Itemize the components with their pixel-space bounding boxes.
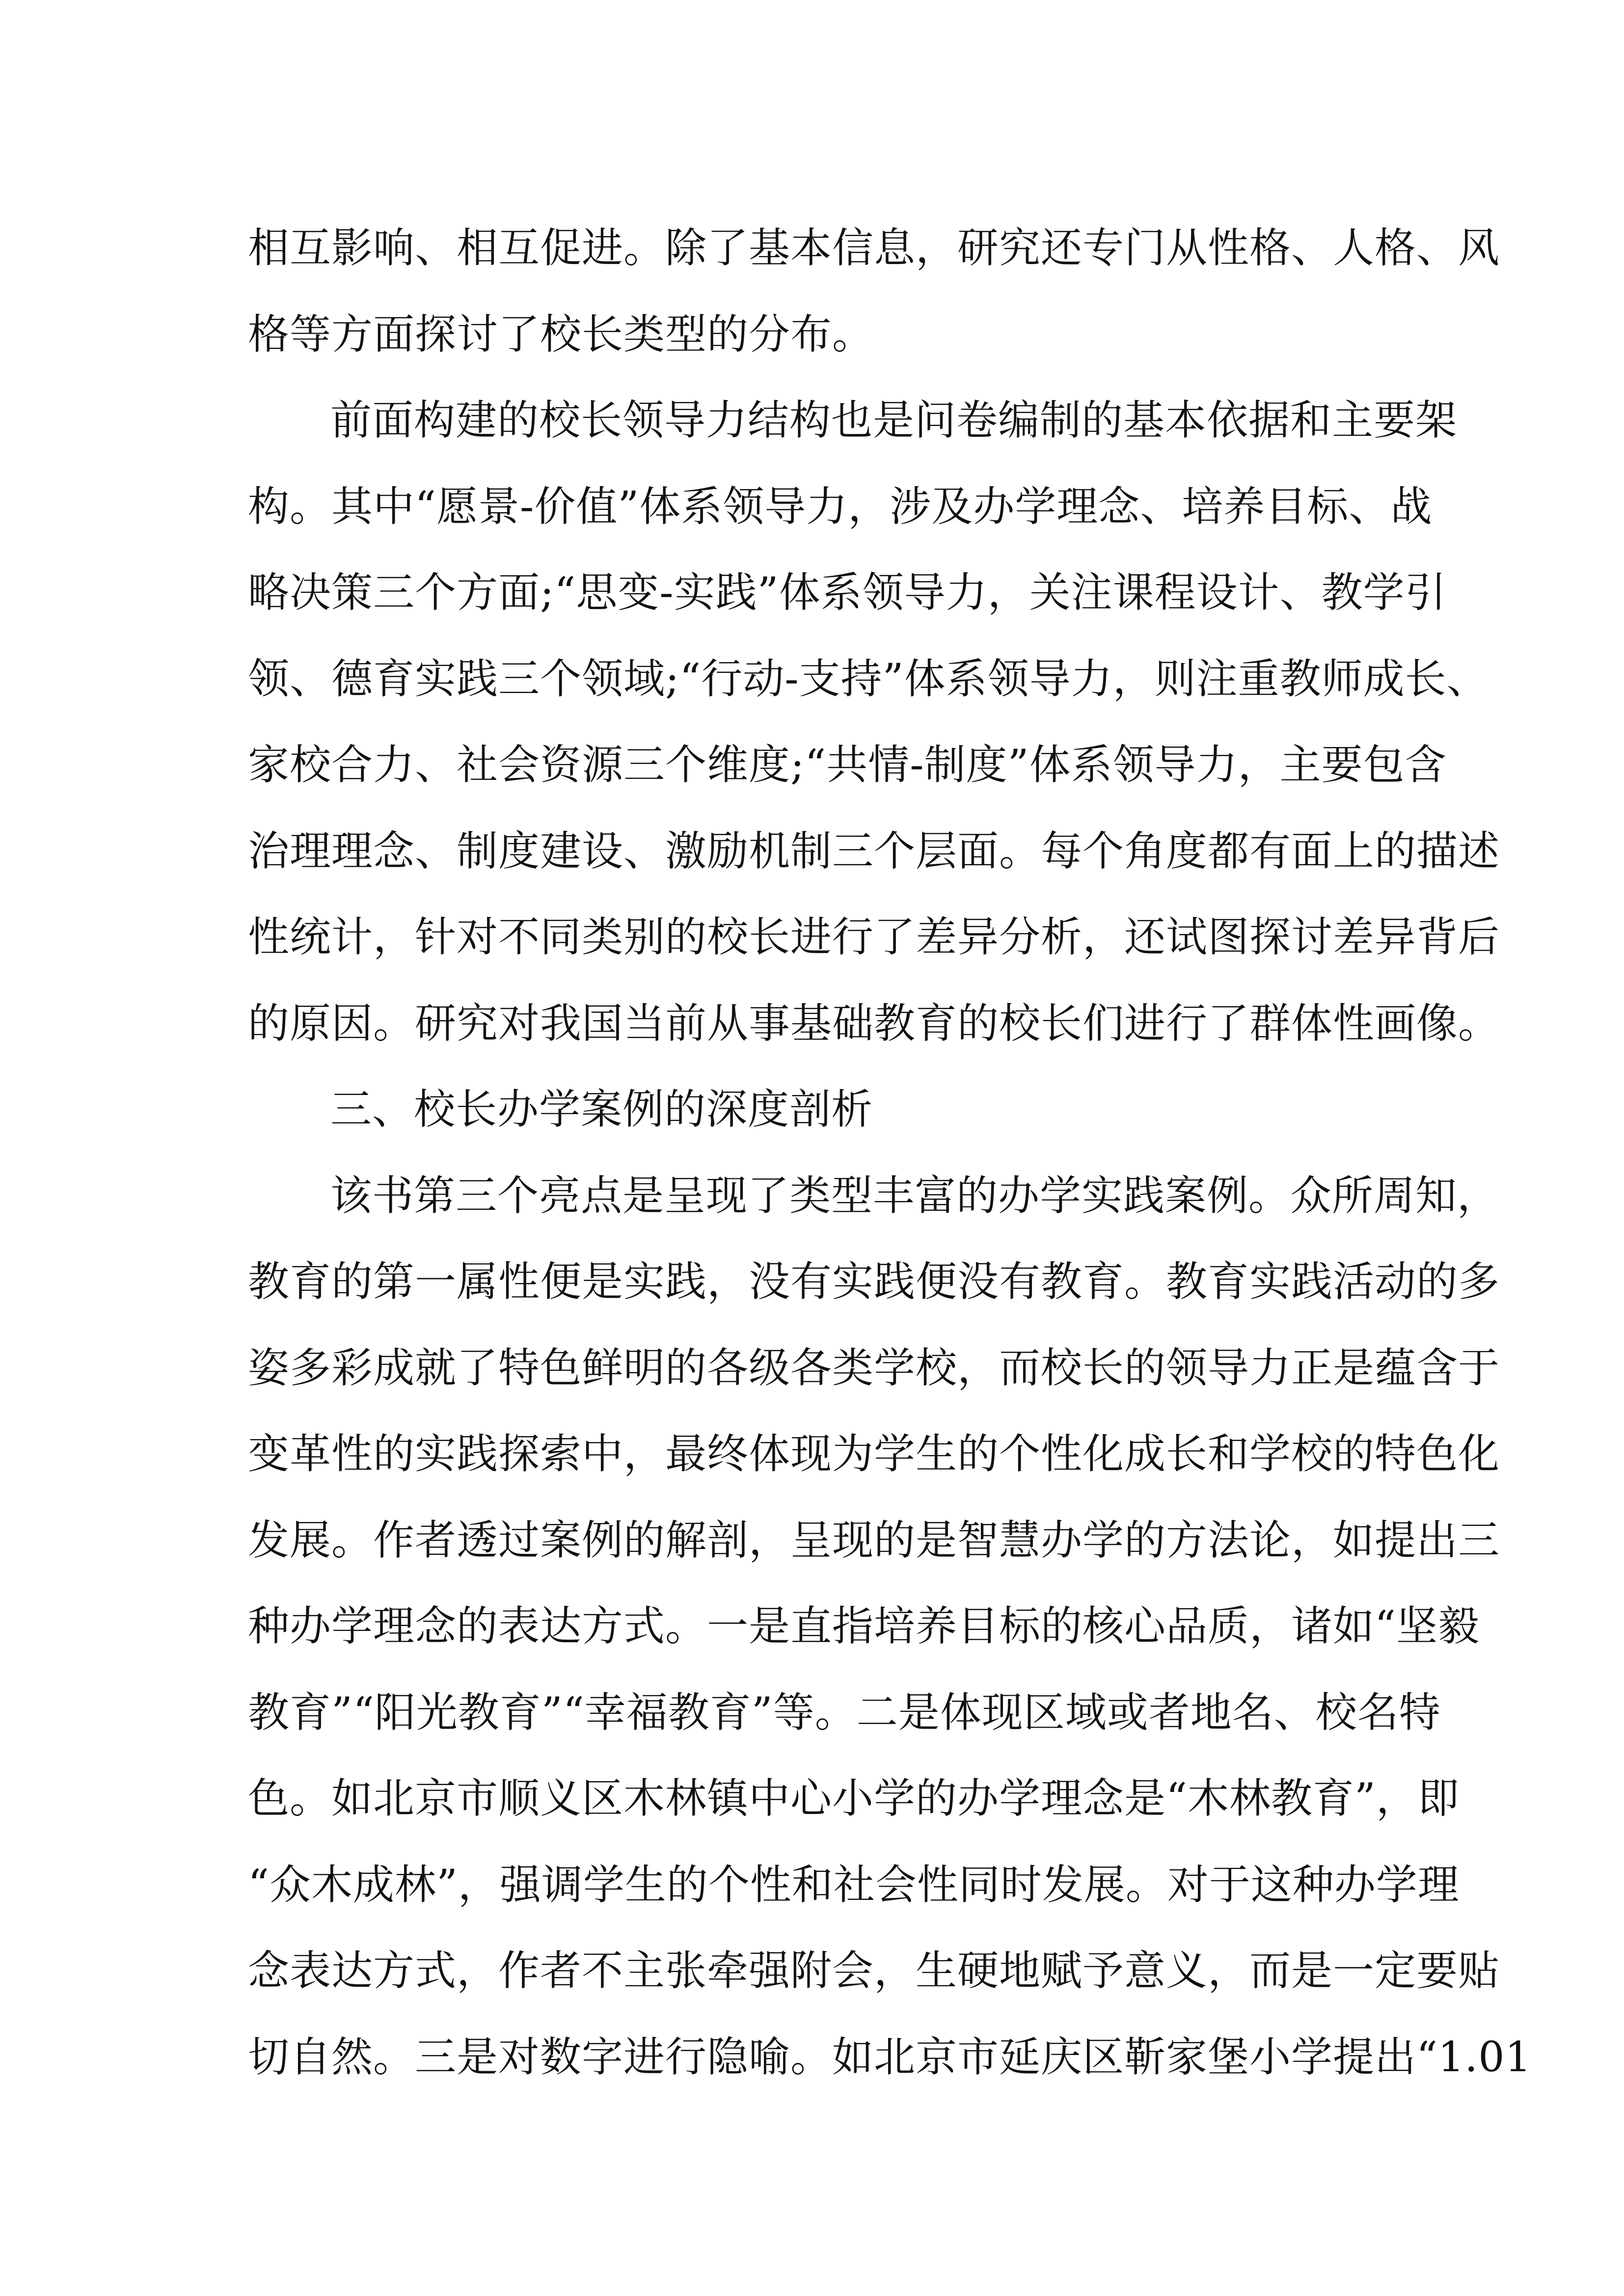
text-line: 色。如北京市顺义区木林镇中心小学的办学理念是“木林教育”，即 <box>248 1774 1460 1822</box>
text-line: 性统计，针对不同类别的校长进行了差异分析，还试图探讨差异背后 <box>248 913 1500 961</box>
text-line: 构。其中“愿景-价值”体系领导力，涉及办学理念、培养目标、战 <box>248 482 1433 531</box>
body-text <box>248 205 1532 2100</box>
text-line: 切自然。三是对数字进行隐喻。如北京市延庆区靳家堡小学提出“1.01 <box>248 2032 1532 2081</box>
text-line: 教育的第一属性便是实践，没有实践便没有教育。教育实践活动的多 <box>248 1257 1500 1306</box>
text-line: 领、德育实践三个领域;“行动-支持”体系领导力，则注重教师成长、 <box>248 654 1489 703</box>
text-line: 种办学理念的表达方式。一是直指培养目标的核心品质，诸如“坚毅 <box>248 1602 1480 1650</box>
text-line: 姿多彩成就了特色鲜明的各级各类学校，而校长的领导力正是蕴含于 <box>248 1343 1500 1392</box>
text-line: 发展。作者透过案例的解剖，呈现的是智慧办学的方法论，如提出三 <box>248 1516 1500 1564</box>
text-line: 治理理念、制度建设、激励机制三个层面。每个角度都有面上的描述 <box>248 827 1500 875</box>
text-line: 的原因。研究对我国当前从事基础教育的校长们进行了群体性画像。 <box>248 999 1500 1047</box>
text-line: 家校合力、社会资源三个维度;“共情-制度”体系领导力，主要包含 <box>248 741 1447 789</box>
text-line: 念表达方式，作者不主张牵强附会，生硬地赋予意义，而是一定要贴 <box>248 1947 1500 1995</box>
text-line: 格等方面探讨了校长类型的分布。 <box>248 310 874 358</box>
section-heading: 三、校长办学案例的深度剖析 <box>330 1085 873 1133</box>
text-line: 变革性的实践探索中，最终体现为学生的个性化成长和学校的特色化 <box>248 1430 1500 1478</box>
text-line: 前面构建的校长领导力结构也是问卷编制的基本依据和主要架 <box>330 396 1458 444</box>
text-line: “众木成林”，强调学生的个性和社会性同时发展。对于这种办学理 <box>248 1860 1460 1909</box>
text-line: 相互影响、相互促进。除了基本信息，研究还专门从性格、人格、风 <box>248 224 1500 272</box>
text-line: 该书第三个亮点是呈现了类型丰富的办学实践案例。众所周知， <box>330 1171 1499 1220</box>
text-line: 教育”“阳光教育”“幸福教育”等。二是体现区域或者地名、校名特 <box>248 1688 1441 1736</box>
text-line: 略决策三个方面;“思变-实践”体系领导力，关注课程设计、教学引 <box>248 568 1447 616</box>
